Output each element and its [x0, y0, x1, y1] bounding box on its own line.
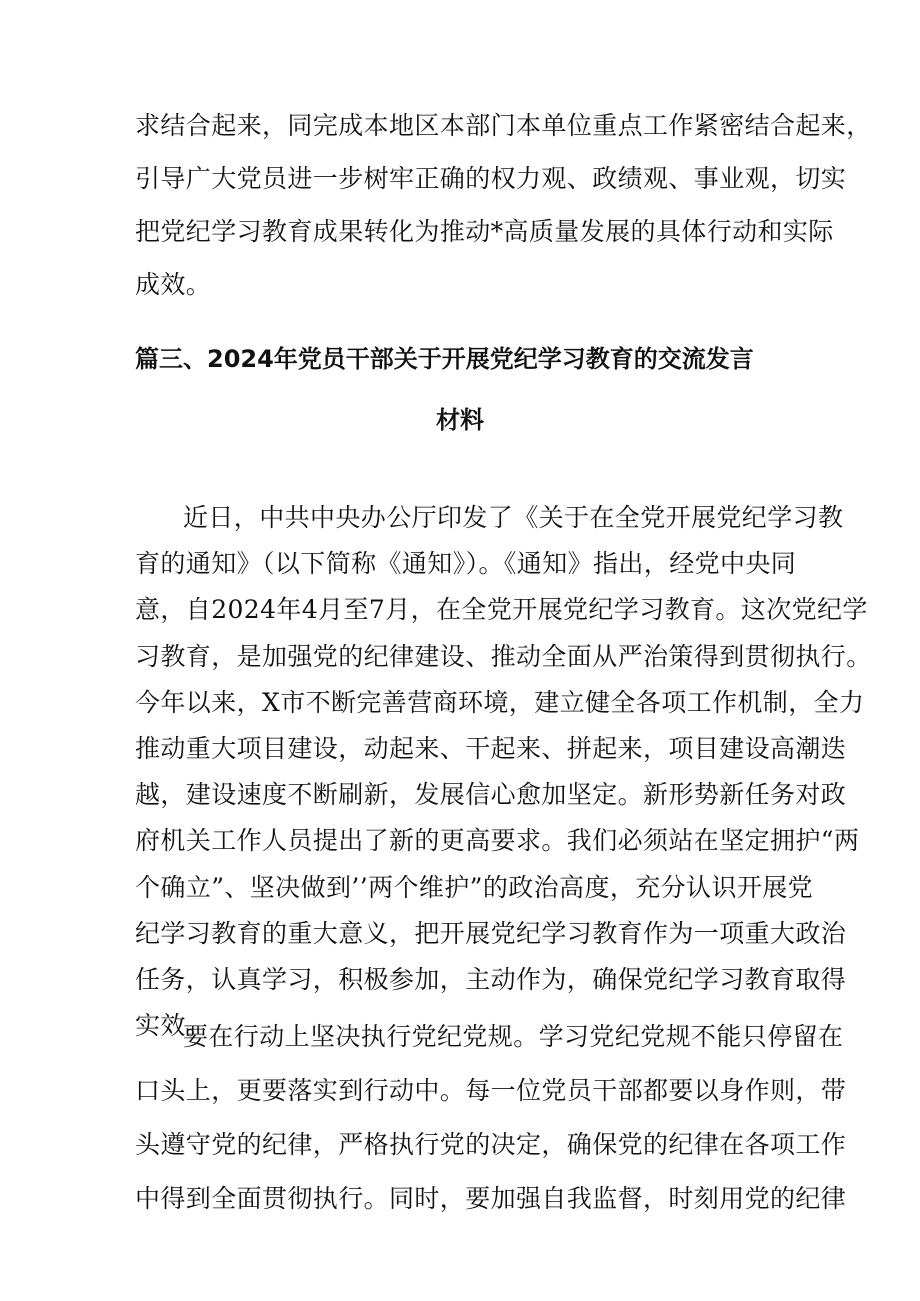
paragraph1-line-7: 越，建设速度不断刷新，发展信心愈加坚定。新形势新任务对政 — [135, 780, 847, 809]
section-title-line-2: 材料 — [436, 406, 484, 434]
paragraph1-line-2: 育的通知》（以下简称《通知》）。《通知》指出，经党中央同 — [135, 549, 797, 578]
paragraph1-line-4: 习教育，是加强党的纪律建设、推动全面从严治策得到贯彻执行。 — [135, 642, 872, 671]
paragraph2-line-1: 要在行动上坚决执行党纪党规。学习党纪党规不能只停留在 — [183, 1022, 844, 1051]
continuation-line-4: 成效。 — [135, 270, 212, 299]
paragraph2-line-2: 口头上，更要落实到行动中。每一位党员干部都要以身作则，带 — [135, 1076, 847, 1105]
continuation-line-1: 求结合起来，同完成本地区本部门本单位重点工作紧密结合起来， — [135, 111, 872, 140]
paragraph1-line-1: 近日，中共中央办公厅印发了《关于在全党开展党纪学习教 — [183, 503, 844, 532]
paragraph1-line-9: 个确立”、坚决做到’’两个维护”的政治高度，充分认识开展党 — [135, 873, 814, 902]
paragraph1-line-6: 推动重大项目建设，动起来、干起来、拼起来，项目建设高潮迭 — [135, 734, 847, 763]
paragraph2-line-4: 中得到全面贯彻执行。同时，要加强自我监督，时刻用党的纪律 — [135, 1184, 847, 1213]
paragraph1-line-3: 意，自2024年4月至7月，在全党开展党纪学习教育。这次党纪学 — [135, 595, 868, 624]
paragraph1-line-10: 纪学习教育的重大意义，把开展党纪学习教育作为一项重大政治 — [135, 919, 847, 948]
paragraph1-line-12: 实效。 — [135, 1011, 212, 1040]
paragraph1-line-8: 府机关工作人员提出了新的更高要求。我们必须站在坚定拥护“两 — [135, 826, 860, 855]
paragraph1-line-5: 今年以来，X市不断完善营商环境，建立健全各项工作机制，全力 — [135, 688, 865, 717]
paragraph1-line-11: 任务，认真学习，积极参加，主动作为，确保党纪学习教育取得 — [135, 965, 847, 994]
section-title-line-1: 篇三、2024年党员干部关于开展党纪学习教育的交流发言 — [135, 345, 754, 373]
paragraph2-line-3: 头遵守党的纪律，严格执行党的决定，确保党的纪律在各项工作 — [135, 1130, 847, 1159]
continuation-line-2: 引导广大党员进一步树牢正确的权力观、政绩观、事业观，切实 — [135, 164, 847, 193]
continuation-line-3: 把党纪学习教育成果转化为推动*高质量发展的具体行动和实际 — [135, 217, 834, 246]
